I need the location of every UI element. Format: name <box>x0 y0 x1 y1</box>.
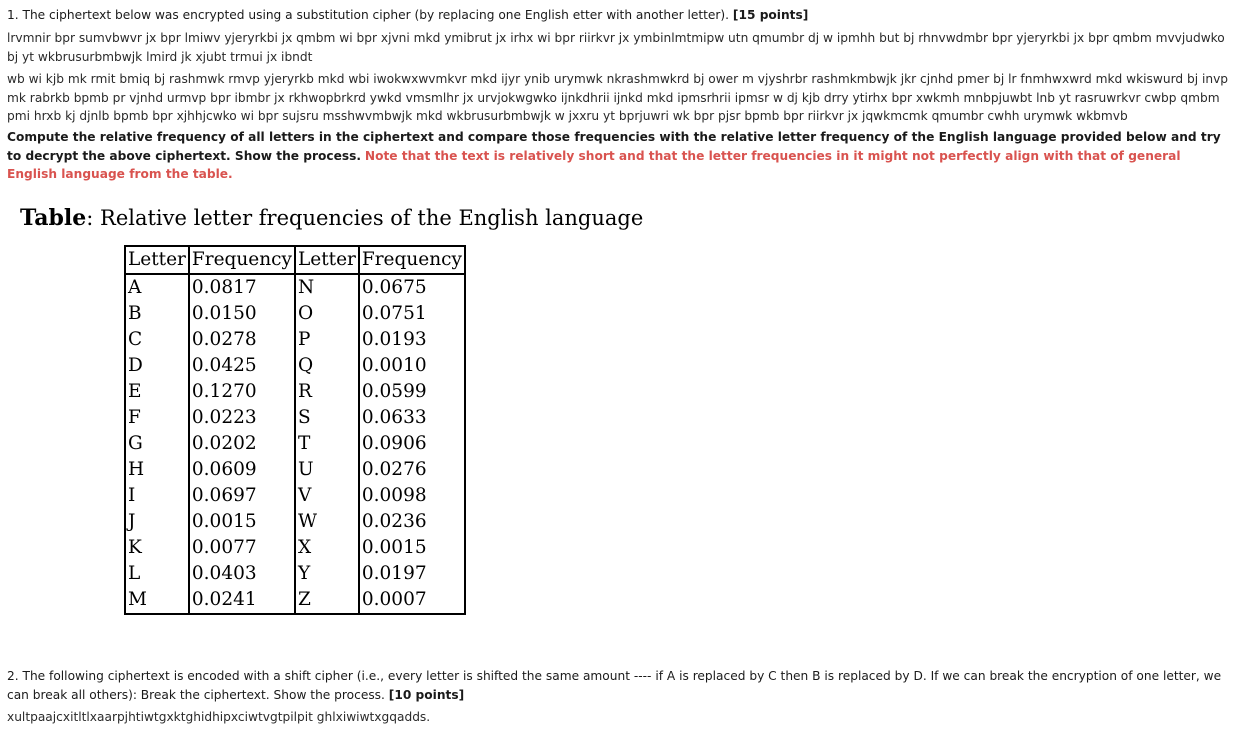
table-row <box>125 405 465 431</box>
table-row <box>125 457 465 483</box>
letter-cell: I <box>125 483 189 509</box>
frequency-cell: 0.0010 <box>359 353 465 379</box>
ciphertext-paragraph-1: lrvmnir bpr sumvbwvr jx bpr lmiwv yjeryrkbi jx qmbm wi bpr xjvni mkd ymibrut jx irhx wi bpr riirkvr jx ymbinlmtmipw utn qmumbr dj w ipmhh but bj rhnvwdmbr bpr yjeryrkbi jx bpr qmbm mvvjudwko bj yt wkbrusurbmbwjk lmird jk xjubt trmui jx ibndt <box>7 31 1225 64</box>
frequency-cell: 0.0223 <box>189 405 295 431</box>
frequency-cell: 0.0241 <box>189 587 295 614</box>
table-row <box>125 431 465 457</box>
letter-cell: B <box>125 301 189 327</box>
letter-cell: X <box>295 535 359 561</box>
frequency-cell: 0.0751 <box>359 301 465 327</box>
table-row <box>125 379 465 405</box>
letter-cell: F <box>125 405 189 431</box>
frequency-cell: 0.0425 <box>189 353 295 379</box>
letter-cell: L <box>125 561 189 587</box>
frequency-cell: 0.0403 <box>189 561 295 587</box>
table-row <box>125 509 465 535</box>
question-2-heading <box>7 667 1229 704</box>
table-row <box>125 353 465 379</box>
letter-cell: M <box>125 587 189 614</box>
table-row <box>125 327 465 353</box>
letter-cell: E <box>125 379 189 405</box>
frequency-cell: 0.0015 <box>359 535 465 561</box>
question-2-points: [10 points] <box>388 687 465 702</box>
question-1-instruction <box>7 128 1229 184</box>
table-caption-label: Table <box>20 205 87 231</box>
letter-frequency-table <box>124 245 466 615</box>
header-letter-2: Letter <box>295 246 359 274</box>
table-row <box>125 535 465 561</box>
frequency-cell: 0.0015 <box>189 509 295 535</box>
frequency-cell: 0.0150 <box>189 301 295 327</box>
frequency-cell: 0.0193 <box>359 327 465 353</box>
frequency-cell: 0.0236 <box>359 509 465 535</box>
letter-cell: Y <box>295 561 359 587</box>
letter-cell: J <box>125 509 189 535</box>
table-row <box>125 483 465 509</box>
frequency-cell: 0.0098 <box>359 483 465 509</box>
frequency-cell: 0.0077 <box>189 535 295 561</box>
frequency-cell: 0.0276 <box>359 457 465 483</box>
question-2-intro: 2. The following ciphertext is encoded with a shift cipher (i.e., every letter is shifted the same amount ---- if A is replaced by C then B is replaced by D. If we can break the encryption of one letter, we can break all others): Break the ciphertext. Show the process. <box>7 669 1222 702</box>
question-1-points: [15 points] <box>732 8 809 22</box>
letter-cell: P <box>295 327 359 353</box>
letter-cell: W <box>295 509 359 535</box>
header-frequency-2: Frequency <box>359 246 465 274</box>
shift-ciphertext: xultpaajcxitltlxaarpjhtiwtgxktghidhipxciwtvgtpilpit ghlxiwiwtxgqadds. <box>7 710 431 724</box>
table-row <box>125 274 465 301</box>
table-body <box>125 274 465 614</box>
letter-cell: T <box>295 431 359 457</box>
table-header-row <box>125 246 465 274</box>
instruction-text: Compute the relative frequency of all letters in the ciphertext and compare those frequencies with the relative letter frequency of the English language provided below and try to decrypt the above ciphertext. Show the process. <box>7 130 1221 163</box>
letter-cell: C <box>125 327 189 353</box>
letter-cell: R <box>295 379 359 405</box>
letter-cell: S <box>295 405 359 431</box>
letter-cell: K <box>125 535 189 561</box>
question-1-heading <box>7 6 1229 25</box>
letter-cell: A <box>125 274 189 301</box>
table-row <box>125 301 465 327</box>
letter-cell: Q <box>295 353 359 379</box>
frequency-cell: 0.0278 <box>189 327 295 353</box>
header-letter-1: Letter <box>125 246 189 274</box>
table-row <box>125 587 465 614</box>
frequency-cell: 0.0609 <box>189 457 295 483</box>
letter-cell: H <box>125 457 189 483</box>
letter-cell: V <box>295 483 359 509</box>
letter-cell: G <box>125 431 189 457</box>
frequency-cell: 0.0599 <box>359 379 465 405</box>
frequency-cell: 0.0202 <box>189 431 295 457</box>
frequency-cell: 0.0675 <box>359 274 465 301</box>
letter-cell: Z <box>295 587 359 614</box>
letter-cell: U <box>295 457 359 483</box>
table-row <box>125 561 465 587</box>
letter-cell: O <box>295 301 359 327</box>
frequency-cell: 0.0817 <box>189 274 295 301</box>
frequency-cell: 0.0697 <box>189 483 295 509</box>
frequency-cell: 0.0007 <box>359 587 465 614</box>
instruction-note: Note that the text is relatively short and that the letter frequencies in it might not perfectly align with that of general English language from the table. <box>7 148 1181 181</box>
frequency-cell: 0.0197 <box>359 561 465 587</box>
frequency-cell: 0.0906 <box>359 431 465 457</box>
frequency-cell: 0.0633 <box>359 405 465 431</box>
frequency-cell: 0.1270 <box>189 379 295 405</box>
table-caption <box>20 205 643 231</box>
ciphertext-paragraph-2: wb wi kjb mk rmit bmiq bj rashmwk rmvp yjeryrkb mkd wbi iwokwxwvmkvr mkd ijyr ynib urymwk nkrashmwkrd bj ower m vjyshrbr rashmkmbwjk jkr cjnhd pmer bj lr fnmhwxwrd mkd wkiswurd bj invp mk rabrkb bpmb pr vjnhd urmvp bpr ibmbr jx rkhwopbrkrd ywkd vmsmlhr jx urvjokwgwko ijnkdhrii ijnkd mkd ipmsrhrii ipmsr w dj kjb drry ytirhx bpr xwkmh mnbpjuwbt lnb yt rasruwrkvr cwbp qmbm pmi hrxb kj djnlb bpmb bpr xjhhjcwko wi bpr sujsru msshwvmbwjk mkd wkbrusurbmbwjk w jxxru yt bprjuwri wk bpr pjsr bpmb bpr riirkvr jx jqwkmcmk qmumbr cwhh urymwk wkbmvb <box>7 72 1229 123</box>
table-caption-text: : Relative letter frequencies of the English language <box>86 206 644 230</box>
letter-cell: D <box>125 353 189 379</box>
letter-cell: N <box>295 274 359 301</box>
question-1-intro: 1. The ciphertext below was encrypted using a substitution cipher (by replacing one English etter with another letter). <box>7 8 730 22</box>
header-frequency-1: Frequency <box>189 246 295 274</box>
